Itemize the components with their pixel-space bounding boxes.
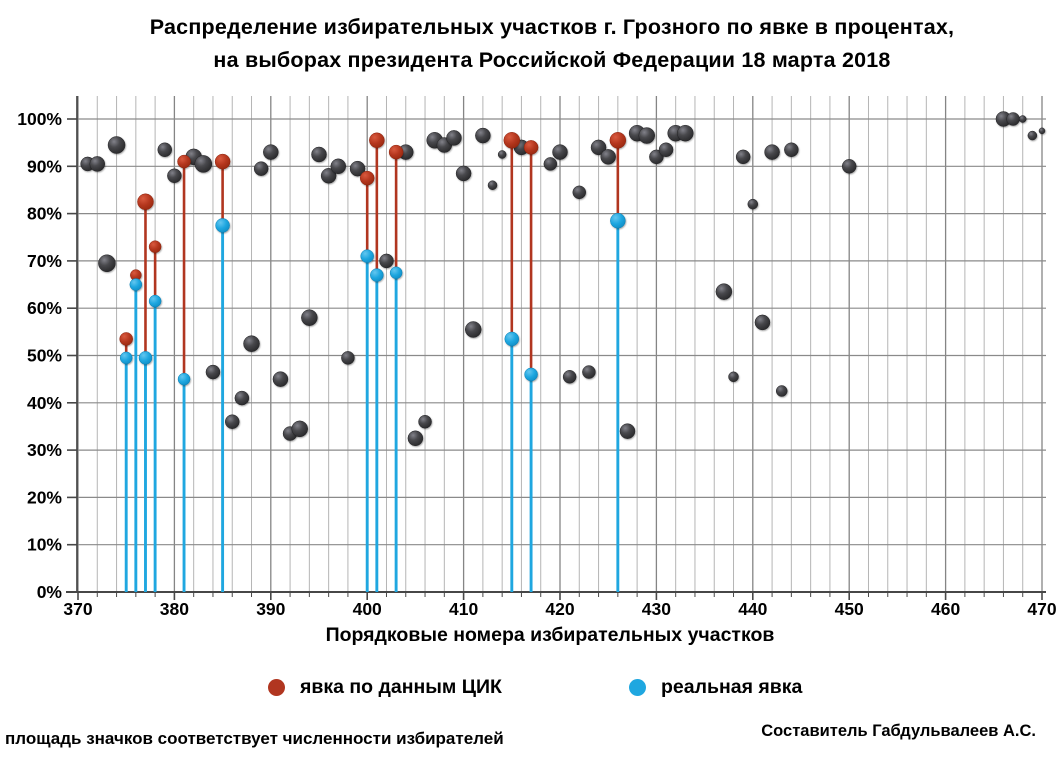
station-dot <box>776 385 787 396</box>
station-dot <box>563 370 576 383</box>
y-tick-label: 90% <box>26 156 62 177</box>
real-turnout-dot <box>139 351 152 364</box>
legend-item-real <box>629 672 802 702</box>
real-turnout-dot <box>149 295 161 307</box>
y-tick-label: 80% <box>26 203 62 224</box>
real-legend-dot-icon <box>629 679 646 696</box>
station-dot <box>244 336 260 352</box>
station-dot <box>292 421 308 437</box>
station-dot <box>729 372 739 382</box>
station-dot <box>677 125 693 141</box>
cik-turnout-dot <box>178 155 191 168</box>
y-tick-label: 30% <box>26 440 62 461</box>
station-dot <box>235 391 249 405</box>
station-dot <box>158 143 172 157</box>
y-tick-label: 50% <box>26 345 62 366</box>
real-turnout-dot <box>525 368 538 381</box>
tick-labels <box>17 109 1057 619</box>
cik-turnout-dot <box>524 140 538 154</box>
cik-turnout-dot <box>389 145 403 159</box>
chart-title-line-1: Распределение избирательных участков г. Грозного по явке в процентах, <box>149 15 955 39</box>
x-tick-label: 400 <box>352 599 382 619</box>
station-dot <box>98 255 115 272</box>
real-turnout-dot <box>120 352 132 364</box>
y-tick-label: 60% <box>26 298 62 319</box>
station-dot <box>167 169 181 183</box>
station-dot <box>755 315 770 330</box>
legend-item-cik <box>268 672 502 702</box>
x-tick-label: 440 <box>738 599 768 619</box>
x-tick-label: 390 <box>256 599 286 619</box>
station-dot <box>90 156 105 171</box>
station-dot <box>254 162 268 176</box>
y-tick-label: 0% <box>36 582 62 602</box>
author-credit: Составитель Габдульвалеев А.С. <box>761 722 1036 740</box>
chart-title-line-2: на выборах президента Российской Федерации 18 марта 2018 <box>213 48 891 72</box>
x-tick-label: 380 <box>159 599 190 619</box>
y-tick-label: 20% <box>26 487 62 508</box>
y-tick-label: 70% <box>26 250 62 271</box>
station-dot <box>765 145 780 160</box>
real-turnout-dot <box>610 213 625 228</box>
cik-legend-dot-icon <box>268 679 285 696</box>
real-turnout-dot <box>216 218 230 232</box>
chart-legend <box>0 672 1060 702</box>
y-tick-label: 10% <box>26 534 62 555</box>
station-dot <box>419 415 432 428</box>
station-dot <box>331 159 346 174</box>
station-dot <box>1019 116 1026 123</box>
cik-turnout-dot <box>369 133 384 148</box>
station-dot <box>301 310 317 326</box>
station-dot <box>1039 128 1045 134</box>
station-dot <box>456 166 471 181</box>
y-tick-label: 100% <box>17 109 62 129</box>
station-dot <box>206 365 220 379</box>
station-dot <box>748 199 758 209</box>
station-dot <box>379 254 393 268</box>
station-dot <box>601 149 616 164</box>
station-dot <box>341 351 354 364</box>
real-turnout-dot <box>370 269 383 282</box>
station-dot <box>553 145 568 160</box>
x-tick-label: 430 <box>641 599 672 619</box>
cik-turnout-dot <box>137 194 153 210</box>
station-dot <box>736 150 750 164</box>
station-dot <box>620 424 635 439</box>
station-dot <box>544 157 557 170</box>
cik-turnout-dot <box>149 241 161 253</box>
real-turnout-dot <box>390 267 402 279</box>
x-tick-label: 420 <box>545 599 575 619</box>
station-dot <box>498 150 506 158</box>
x-axis-title: Порядковые номера избирательных участков <box>325 624 775 646</box>
station-dot <box>488 181 497 190</box>
station-dot <box>582 366 595 379</box>
station-dot <box>312 147 327 162</box>
cik-turnout-dot <box>120 332 133 345</box>
station-dot <box>408 431 423 446</box>
stems <box>126 140 618 592</box>
station-dot <box>1007 113 1020 126</box>
x-tick-label: 370 <box>63 599 93 619</box>
station-dot <box>195 155 212 172</box>
station-dot <box>573 186 586 199</box>
station-dot <box>263 145 278 160</box>
cik-turnout-dot <box>360 171 374 185</box>
real-turnout-dot <box>505 332 519 346</box>
station-dot <box>639 128 655 144</box>
cik-turnout-dot <box>610 132 626 148</box>
x-tick-label: 450 <box>834 599 864 619</box>
y-tick-label: 40% <box>26 392 62 413</box>
real-turnout-dot <box>178 373 190 385</box>
real-turnout-dot <box>361 250 374 263</box>
station-dot <box>842 159 856 173</box>
x-tick-label: 410 <box>448 599 479 619</box>
station-dot <box>225 415 239 429</box>
cik-turnout-dot <box>504 132 520 148</box>
real-turnout-dot <box>130 279 142 291</box>
station-dot <box>659 143 673 157</box>
station-dot <box>1028 131 1037 140</box>
station-dot <box>475 128 490 143</box>
station-dot <box>108 137 125 154</box>
legend-label-real: реальная явка <box>661 675 803 698</box>
size-footnote: площадь значков соответствует численности избирателей <box>5 729 504 748</box>
station-dot <box>784 143 798 157</box>
station-dot <box>273 372 288 387</box>
x-tick-label: 470 <box>1027 599 1057 619</box>
cik-turnout-dot <box>215 154 230 169</box>
station-dot <box>465 321 481 337</box>
station-dot <box>716 284 732 300</box>
x-tick-label: 460 <box>930 599 961 619</box>
station-dot <box>446 130 461 145</box>
legend-label-cik: явка по данным ЦИК <box>300 675 502 698</box>
